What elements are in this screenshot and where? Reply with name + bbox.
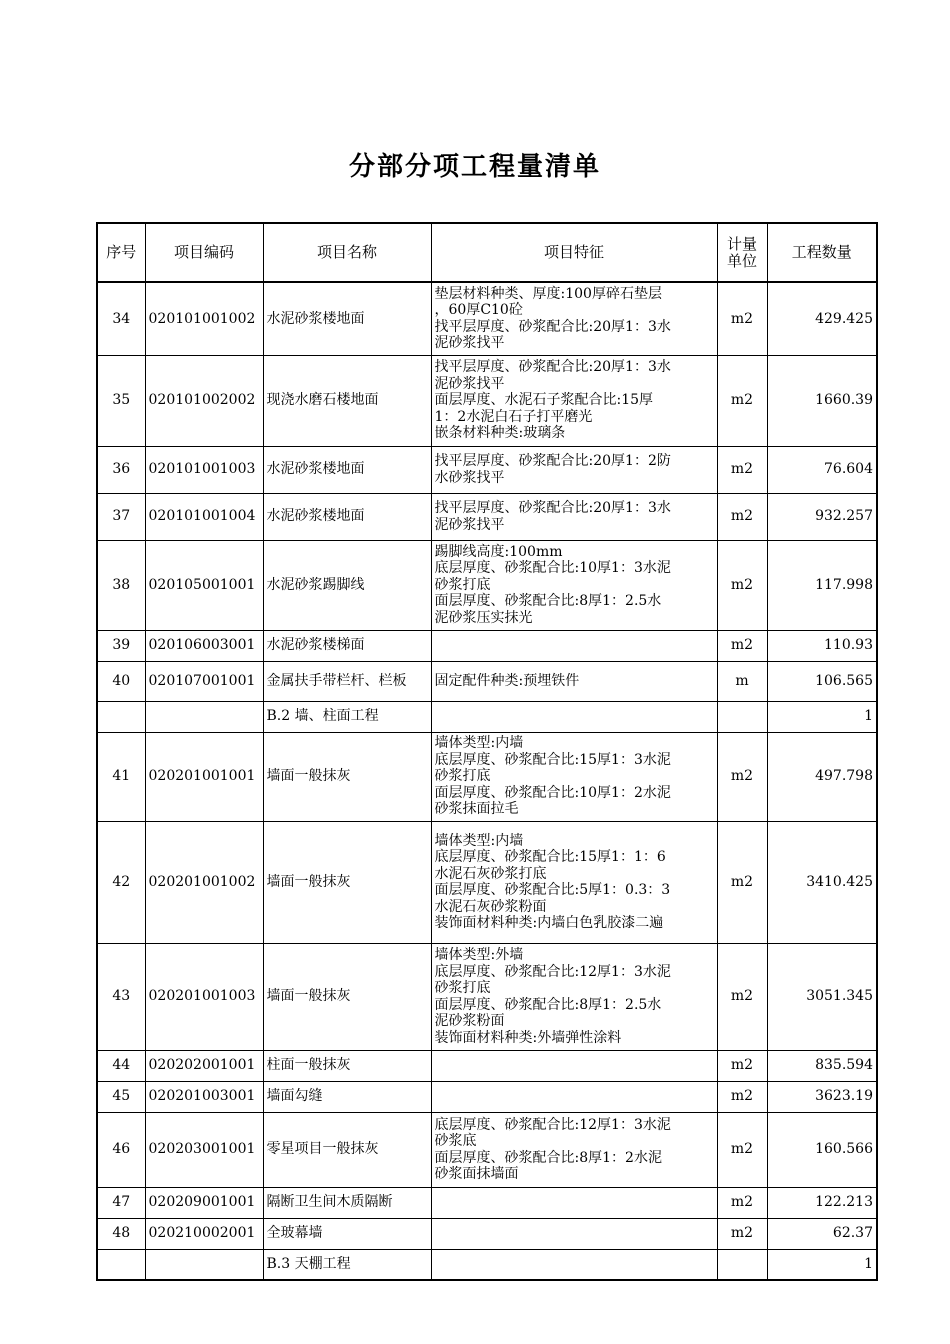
cell-qty: 932.257: [767, 493, 877, 540]
cell-qty: 429.425: [767, 282, 877, 355]
feature-line: 面层厚度、砂浆配合比:10厚1：2水泥: [434, 784, 671, 801]
feature-line: 泥砂浆找平: [434, 375, 505, 392]
table-row: [97, 943, 877, 1050]
cell-code: 020203001001: [145, 1112, 263, 1187]
cell-code: 020210002001: [145, 1218, 263, 1249]
cell-features: [431, 1081, 717, 1112]
cell-qty: 122.213: [767, 1187, 877, 1218]
cell-unit: m2: [717, 821, 767, 943]
feature-line: 面层厚度、砂浆配合比:5厚1：0.3：3: [434, 882, 671, 898]
cell-qty: 117.998: [767, 540, 877, 630]
cell-qty: 3623.19: [767, 1081, 877, 1112]
cell-seq: 45: [97, 1081, 145, 1112]
cell-code: 020106003001: [145, 630, 263, 661]
cell-seq: 44: [97, 1050, 145, 1081]
page-title: 分部分项工程量清单: [348, 152, 601, 182]
cell-qty: 3051.345: [767, 943, 877, 1050]
cell-code: 020201001003: [145, 943, 263, 1050]
table-row: [97, 1050, 877, 1081]
cell-seq: 35: [97, 355, 145, 446]
cell-name: 柱面一般抹灰: [263, 1050, 431, 1081]
cell-unit: m2: [717, 1081, 767, 1112]
table-row: [97, 1081, 877, 1112]
feature-line: 面层厚度、水泥石子浆配合比:15厚: [434, 392, 654, 409]
feature-line: 固定配件种类:预埋铁件: [434, 672, 580, 689]
cell-name: 零星项目一般抹灰: [263, 1112, 431, 1187]
cell-code: [145, 701, 263, 732]
table-row: [97, 821, 877, 943]
cell-code: 020107001001: [145, 661, 263, 701]
cell-unit: m2: [717, 630, 767, 661]
feature-line: 找平层厚度、砂浆配合比:20厚1：3水: [434, 500, 671, 516]
header-seq: 序号: [97, 223, 145, 282]
feature-line: 泥砂浆找平: [434, 516, 505, 533]
cell-seq: 34: [97, 282, 145, 355]
feature-line: 面层厚度、砂浆配合比:8厚1：2水泥: [434, 1149, 662, 1166]
cell-seq: 47: [97, 1187, 145, 1218]
cell-features: [431, 1218, 717, 1249]
cell-name: 全玻幕墙: [263, 1218, 431, 1249]
feature-line: 砂浆抹面拉毛: [434, 801, 519, 818]
feature-line: 1：2水泥白石子打平磨光: [434, 408, 593, 425]
cell-features: [431, 355, 717, 446]
cell-features: [431, 446, 717, 493]
cell-seq: [97, 701, 145, 732]
cell-code: 020201001002: [145, 821, 263, 943]
cell-qty: 62.37: [767, 1218, 877, 1249]
feature-line: 底层厚度、砂浆配合比:12厚1：3水泥: [434, 963, 671, 980]
table-row: [97, 540, 877, 630]
header-unit-line2: 单位: [726, 251, 757, 270]
feature-line: 底层厚度、砂浆配合比:15厚1：3水泥: [434, 751, 671, 768]
cell-seq: [97, 1249, 145, 1280]
cell-qty: 497.798: [767, 732, 877, 821]
cell-qty: 1: [767, 701, 877, 732]
cell-name: 水泥砂浆楼地面: [263, 493, 431, 540]
feature-line: 装饰面材料种类:外墙弹性涂料: [434, 1029, 622, 1046]
cell-seq: 36: [97, 446, 145, 493]
cell-name: 水泥砂浆楼地面: [263, 282, 431, 355]
table-row: [97, 282, 877, 355]
cell-code: 020201003001: [145, 1081, 263, 1112]
cell-code: 020201001001: [145, 732, 263, 821]
cell-features: [431, 943, 717, 1050]
cell-unit: m2: [717, 493, 767, 540]
cell-features: [431, 732, 717, 821]
cell-name: B.3 天棚工程: [263, 1249, 431, 1280]
cell-features: [431, 1112, 717, 1187]
feature-line: 找平层厚度、砂浆配合比:20厚1：3水: [434, 318, 671, 335]
cell-unit: m2: [717, 732, 767, 821]
header-code: 项目编码: [145, 223, 263, 282]
cell-features: [431, 1187, 717, 1218]
cell-name: 墙面一般抹灰: [263, 821, 431, 943]
cell-qty: 76.604: [767, 446, 877, 493]
cell-qty: 1: [767, 1249, 877, 1280]
cell-name: 水泥砂浆踢脚线: [263, 540, 431, 630]
feature-line: 砂浆面抹墙面: [434, 1166, 519, 1182]
cell-unit: m2: [717, 282, 767, 355]
cell-seq: 38: [97, 540, 145, 630]
feature-line: 砂浆打底: [434, 768, 491, 785]
cell-features: [431, 821, 717, 943]
feature-line: 面层厚度、砂浆配合比:8厚1：2.5水: [434, 593, 662, 610]
table-row: [97, 701, 877, 732]
feature-line: 墙体类型:内墙: [434, 735, 524, 752]
cell-name: 金属扶手带栏杆、栏板: [263, 661, 431, 701]
feature-line: 嵌条材料种类:玻璃条: [434, 425, 566, 442]
table-row: [97, 1218, 877, 1249]
cell-qty: 835.594: [767, 1050, 877, 1081]
cell-unit: m2: [717, 540, 767, 630]
cell-features: [431, 701, 717, 732]
feature-line: 底层厚度、砂浆配合比:10厚1：3水泥: [434, 560, 671, 577]
feature-line: 砂浆打底: [434, 576, 491, 593]
cell-qty: 3410.425: [767, 821, 877, 943]
header-qty: 工程数量: [767, 223, 877, 282]
cell-features: [431, 1050, 717, 1081]
header-unit: [717, 223, 767, 282]
feature-line: 垫层材料种类、厚度:100厚碎石垫层: [434, 285, 662, 302]
table-row: [97, 630, 877, 661]
table-row: [97, 1112, 877, 1187]
cell-code: 020105001001: [145, 540, 263, 630]
cell-seq: 43: [97, 943, 145, 1050]
cell-code: 020209001001: [145, 1187, 263, 1218]
cell-unit: m2: [717, 1112, 767, 1187]
cell-features: [431, 1249, 717, 1280]
cell-name: B.2 墙、柱面工程: [263, 701, 431, 732]
feature-line: ，60厚C10砼: [434, 302, 523, 319]
cell-code: 020202001001: [145, 1050, 263, 1081]
cell-seq: 42: [97, 821, 145, 943]
cell-unit: [717, 1249, 767, 1280]
cell-code: 020101001003: [145, 446, 263, 493]
cell-qty: 1660.39: [767, 355, 877, 446]
cell-unit: [717, 701, 767, 732]
cell-unit: m2: [717, 355, 767, 446]
cell-seq: 39: [97, 630, 145, 661]
feature-line: 水泥石灰砂浆粉面: [434, 898, 547, 915]
table-header-row: [97, 223, 877, 282]
feature-line: 墙体类型:内墙: [434, 832, 524, 849]
feature-line: 底层厚度、砂浆配合比:12厚1：3水泥: [434, 1116, 671, 1133]
cell-qty: 160.566: [767, 1112, 877, 1187]
cell-features: [431, 282, 717, 355]
cell-seq: 48: [97, 1218, 145, 1249]
feature-line: 水砂浆找平: [434, 469, 505, 486]
cell-seq: 40: [97, 661, 145, 701]
header-name: 项目名称: [263, 223, 431, 282]
feature-line: 找平层厚度、砂浆配合比:20厚1：3水: [434, 359, 671, 376]
cell-features: [431, 661, 717, 701]
feature-line: 泥砂浆压实抹光: [434, 609, 533, 626]
cell-name: 水泥砂浆楼梯面: [263, 630, 431, 661]
cell-unit: m2: [717, 1050, 767, 1081]
cell-name: 墙面一般抹灰: [263, 732, 431, 821]
header-features: 项目特征: [431, 223, 717, 282]
feature-line: 墙体类型:外墙: [434, 947, 524, 963]
cell-qty: 106.565: [767, 661, 877, 701]
cell-unit: m2: [717, 1218, 767, 1249]
cell-seq: 41: [97, 732, 145, 821]
cell-code: 020101001002: [145, 282, 263, 355]
cell-name: 墙面一般抹灰: [263, 943, 431, 1050]
cell-features: [431, 630, 717, 661]
feature-line: 面层厚度、砂浆配合比:8厚1：2.5水: [434, 996, 662, 1013]
table-row: [97, 493, 877, 540]
feature-line: 水泥石灰砂浆打底: [434, 865, 547, 882]
feature-line: 底层厚度、砂浆配合比:15厚1：1：6: [434, 849, 666, 865]
cell-unit: m: [717, 661, 767, 701]
cell-unit: m2: [717, 943, 767, 1050]
cell-unit: m2: [717, 1187, 767, 1218]
feature-line: 泥砂浆粉面: [434, 1013, 505, 1029]
cell-features: [431, 493, 717, 540]
cell-qty: 110.93: [767, 630, 877, 661]
feature-line: 找平层厚度、砂浆配合比:20厚1：2防: [434, 453, 671, 469]
cell-code: 020101002002: [145, 355, 263, 446]
cell-name: 墙面勾缝: [263, 1081, 431, 1112]
table-row: [97, 355, 877, 446]
table-row: [97, 1249, 877, 1280]
header-unit-line1: 计量: [726, 235, 757, 253]
cell-unit: m2: [717, 446, 767, 493]
table-row: [97, 661, 877, 701]
cell-code: 020101001004: [145, 493, 263, 540]
feature-line: 砂浆打底: [434, 980, 491, 996]
cell-features: [431, 540, 717, 630]
cell-seq: 46: [97, 1112, 145, 1187]
table-row: [97, 446, 877, 493]
feature-line: 砂浆底: [434, 1133, 477, 1149]
feature-line: 泥砂浆找平: [434, 335, 505, 352]
cell-seq: 37: [97, 493, 145, 540]
bill-of-quantities-table: [96, 222, 878, 1281]
table-row: [97, 732, 877, 821]
cell-name: 水泥砂浆楼地面: [263, 446, 431, 493]
cell-name: 现浇水磨石楼地面: [263, 355, 431, 446]
cell-code: [145, 1249, 263, 1280]
feature-line: 踢脚线高度:100mm: [434, 543, 563, 560]
table-row: [97, 1187, 877, 1218]
feature-line: 装饰面材料种类:内墙白色乳胶漆二遍: [434, 915, 664, 931]
table-body: [97, 282, 877, 1280]
cell-name: 隔断卫生间木质隔断: [263, 1187, 431, 1218]
